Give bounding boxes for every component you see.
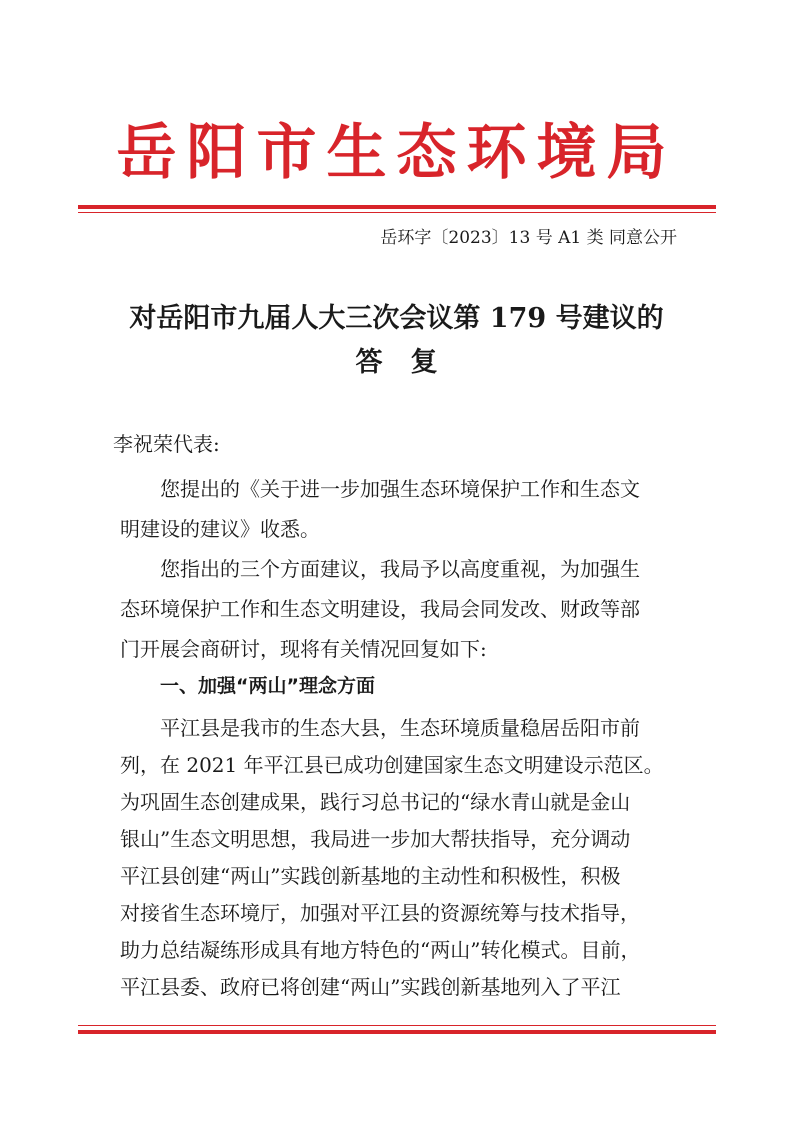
body-line: 门开展会商研讨，现将有关情况回复如下: [120, 637, 487, 661]
body-line: 为巩固生态创建成果，践行习总书记的“绿水青山就是金山 [120, 790, 631, 814]
letterhead-title: 岳阳市生态环境局 [116, 118, 677, 188]
body-line: 明建设的建议》收悉。 [120, 517, 320, 541]
body-line: 态环境保护工作和生态文明建设，我局会同发改、财政等部 [120, 597, 640, 621]
body-line: 平江县创建“两山”实践创新基地的主动性和积极性，积极 [120, 864, 621, 888]
document-title-line-1: 对岳阳市九届人大三次会议第 179 号建议的 [129, 303, 664, 334]
section-heading: 一、加强“两山”理念方面 [160, 675, 375, 697]
body-line: 对接省生态环境厅，加强对平江县的资源统筹与技术指导， [120, 901, 640, 925]
letterhead-rule-thin [78, 212, 716, 213]
body-line: 银山”生态文明思想，我局进一步加大帮扶指导，充分调动 [120, 827, 631, 851]
body-line: 平江县是我市的生态大县，生态环境质量稳居岳阳市前 [160, 716, 640, 740]
body-line: 您指出的三个方面建议，我局予以高度重视，为加强生 [160, 557, 640, 581]
body-line: 助力总结凝练形成具有地方特色的“两山”转化模式。目前， [120, 938, 641, 962]
footer-rule-thick [78, 1030, 716, 1034]
document-title-line-2: 答复 [355, 347, 466, 378]
document-number: 岳环字〔2023〕13 号 A1 类 同意公开 [380, 228, 677, 248]
footer-rule-thin [78, 1025, 716, 1026]
letterhead-rule-thick [78, 205, 716, 209]
body-line: 平江县委、政府已将创建“两山”实践创新基地列入了平江 [120, 975, 621, 999]
body-line: 您提出的《关于进一步加强生态环境保护工作和生态文 [160, 477, 640, 501]
body-line: 列，在 2021 年平江县已成功创建国家生态文明建设示范区。 [120, 753, 664, 777]
salutation: 李祝荣代表: [113, 432, 220, 456]
